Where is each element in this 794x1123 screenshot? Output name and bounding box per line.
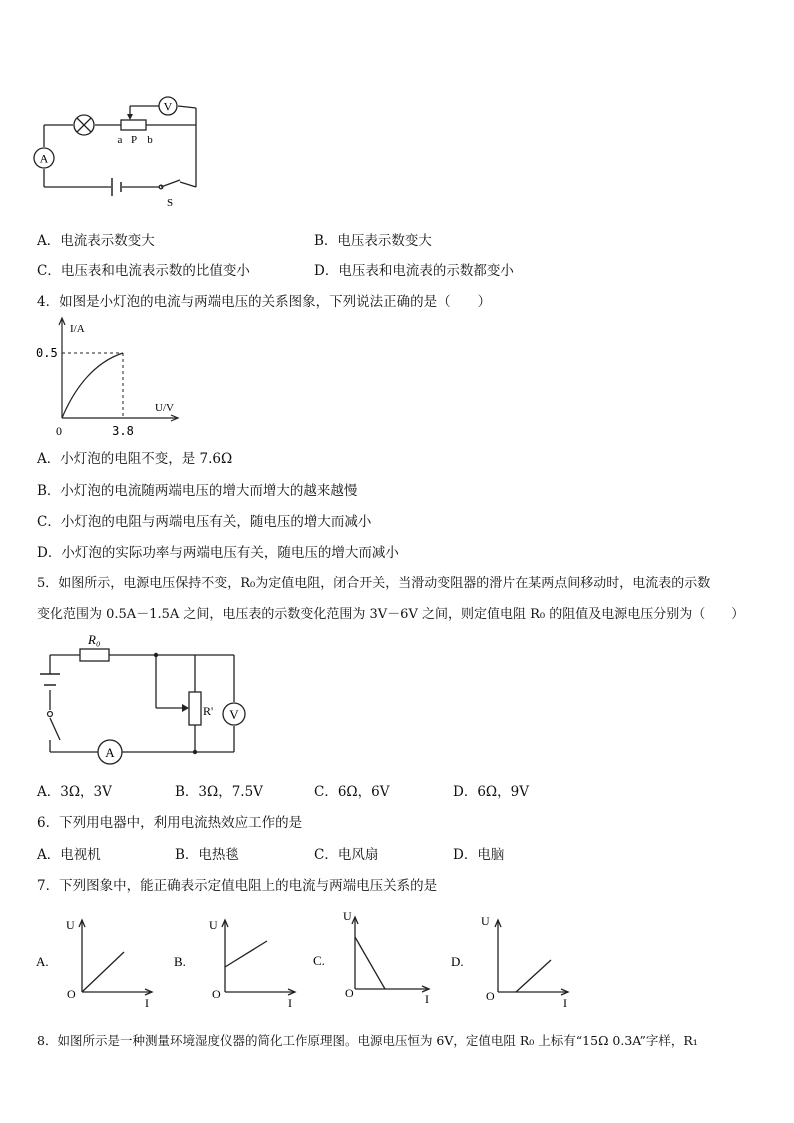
q3-slider-b: b xyxy=(147,134,153,146)
q3-circuit-diagram xyxy=(30,92,210,212)
q7-graph-b xyxy=(168,908,298,1008)
q5-circuit-diagram xyxy=(38,630,253,770)
q7-graph-c-label: C. xyxy=(313,953,325,968)
q7-graph-b-origin: O xyxy=(212,987,221,1001)
q5-rheostat-label: R' xyxy=(203,704,214,718)
q7-graph-c-x: I xyxy=(425,992,429,1006)
q4-curve xyxy=(62,353,123,418)
q4-option-d: D．小灯泡的实际功率与两端电压有关，随电压的增大而减小 xyxy=(37,545,399,561)
q3-option-a: A．电流表示数变大 xyxy=(37,233,155,249)
rheostat-icon xyxy=(189,692,201,725)
switch-icon xyxy=(48,712,53,717)
q3-slider-p: P xyxy=(130,134,138,146)
q3-ammeter-label: A xyxy=(39,151,49,166)
q7-graph-c xyxy=(307,903,437,1008)
q5-stem-line2: 变化范围为 0.5A－1.5A 之间，电压表的示数变化范围为 3V－6V 之间，则定值电阻 R₀ 的阻值及电源电压分别为（ ） xyxy=(37,607,745,622)
q7-graph-d xyxy=(445,908,575,1008)
q7-stem: 7．下列图象中，能正确表示定值电阻上的电流与两端电压关系的是 xyxy=(37,878,438,894)
q4-y-axis-label: I/A xyxy=(70,323,85,335)
q7-graph-c-y: U xyxy=(343,909,352,923)
q3-option-b: B．电压表示数变大 xyxy=(314,233,432,249)
q3-switch-label: S xyxy=(166,197,174,209)
q4-y-tick: 0.5 xyxy=(36,346,58,360)
q7-graph-a xyxy=(30,908,160,1008)
q4-x-axis-label: U/V xyxy=(155,402,174,414)
q7-graph-d-y: U xyxy=(481,914,490,928)
q7-graph-d-x: I xyxy=(563,996,567,1008)
q4-x-tick: 3.8 xyxy=(112,424,134,438)
q4-option-a: A．小灯泡的电阻不变，是 7.6Ω xyxy=(37,451,233,467)
q7-graph-d-label: D. xyxy=(451,954,464,969)
q4-option-c: C．小灯泡的电阻与两端电压有关，随电压的增大而减小 xyxy=(37,514,372,530)
q8-stem: 8．如图所示是一种测量环境湿度仪器的简化工作原理图。电源电压恒为 6V，定值电阻 R₀ 上标有“15Ω 0.3A”字样，R₁ xyxy=(37,1033,698,1048)
q7-graph-a-origin: O xyxy=(67,987,76,1001)
q7-graph-b-x: I xyxy=(288,996,292,1008)
q5-stem-line1: 5．如图所示，电源电压保持不变，R₀为定值电阻，闭合开关，当滑动变阻器的滑片在某两点间移动时，电流表的示数 xyxy=(37,576,711,591)
battery-icon xyxy=(112,178,121,196)
q7-graph-b-label: B. xyxy=(174,954,186,969)
q6-stem: 6．下列用电器中，利用电流热效应工作的是 xyxy=(37,815,303,831)
q3-voltmeter-label: V xyxy=(163,99,173,114)
q5-r0-label: R₀ xyxy=(88,632,101,647)
q4-option-b: B．小灯泡的电流随两端电压的增大而增大的越来越慢 xyxy=(37,483,358,499)
r0-resistor-icon xyxy=(80,649,109,661)
q4-stem: 4．如图是小灯泡的电流与两端电压的关系图象，下列说法正确的是（ ） xyxy=(37,294,492,310)
q6-option-b: B．电热毯 xyxy=(175,847,239,863)
battery-icon xyxy=(40,674,60,685)
switch-icon xyxy=(159,180,180,189)
q5-option-c: C．6Ω，6V xyxy=(314,784,390,800)
q7-graph-c-origin: O xyxy=(345,986,354,1000)
q7-graph-d-origin: O xyxy=(486,989,495,1003)
lamp-icon xyxy=(74,115,94,135)
q6-option-a: A．电视机 xyxy=(37,847,101,863)
q4-origin-label: 0 xyxy=(56,424,62,438)
rheostat-icon xyxy=(121,120,146,130)
q4-iu-graph xyxy=(30,312,190,440)
q5-ammeter-label: A xyxy=(105,745,115,760)
q7-graph-a-x: I xyxy=(145,996,149,1008)
q6-option-c: C．电风扇 xyxy=(314,847,379,863)
q3-option-c: C．电压表和电流表示数的比值变小 xyxy=(37,263,250,279)
q5-option-b: B．3Ω，7.5V xyxy=(175,784,263,800)
q7-graph-b-y: U xyxy=(209,918,218,932)
q7-graph-a-label: A. xyxy=(36,954,49,969)
q5-option-d: D．6Ω，9V xyxy=(453,784,529,800)
q5-option-a: A．3Ω，3V xyxy=(37,784,112,800)
q3-option-d: D．电压表和电流表的示数都变小 xyxy=(314,263,514,279)
q6-option-d: D．电脑 xyxy=(453,847,505,863)
q5-voltmeter-label: V xyxy=(229,707,239,722)
q7-graph-a-y: U xyxy=(66,918,75,932)
q3-slider-a: a xyxy=(117,134,123,146)
